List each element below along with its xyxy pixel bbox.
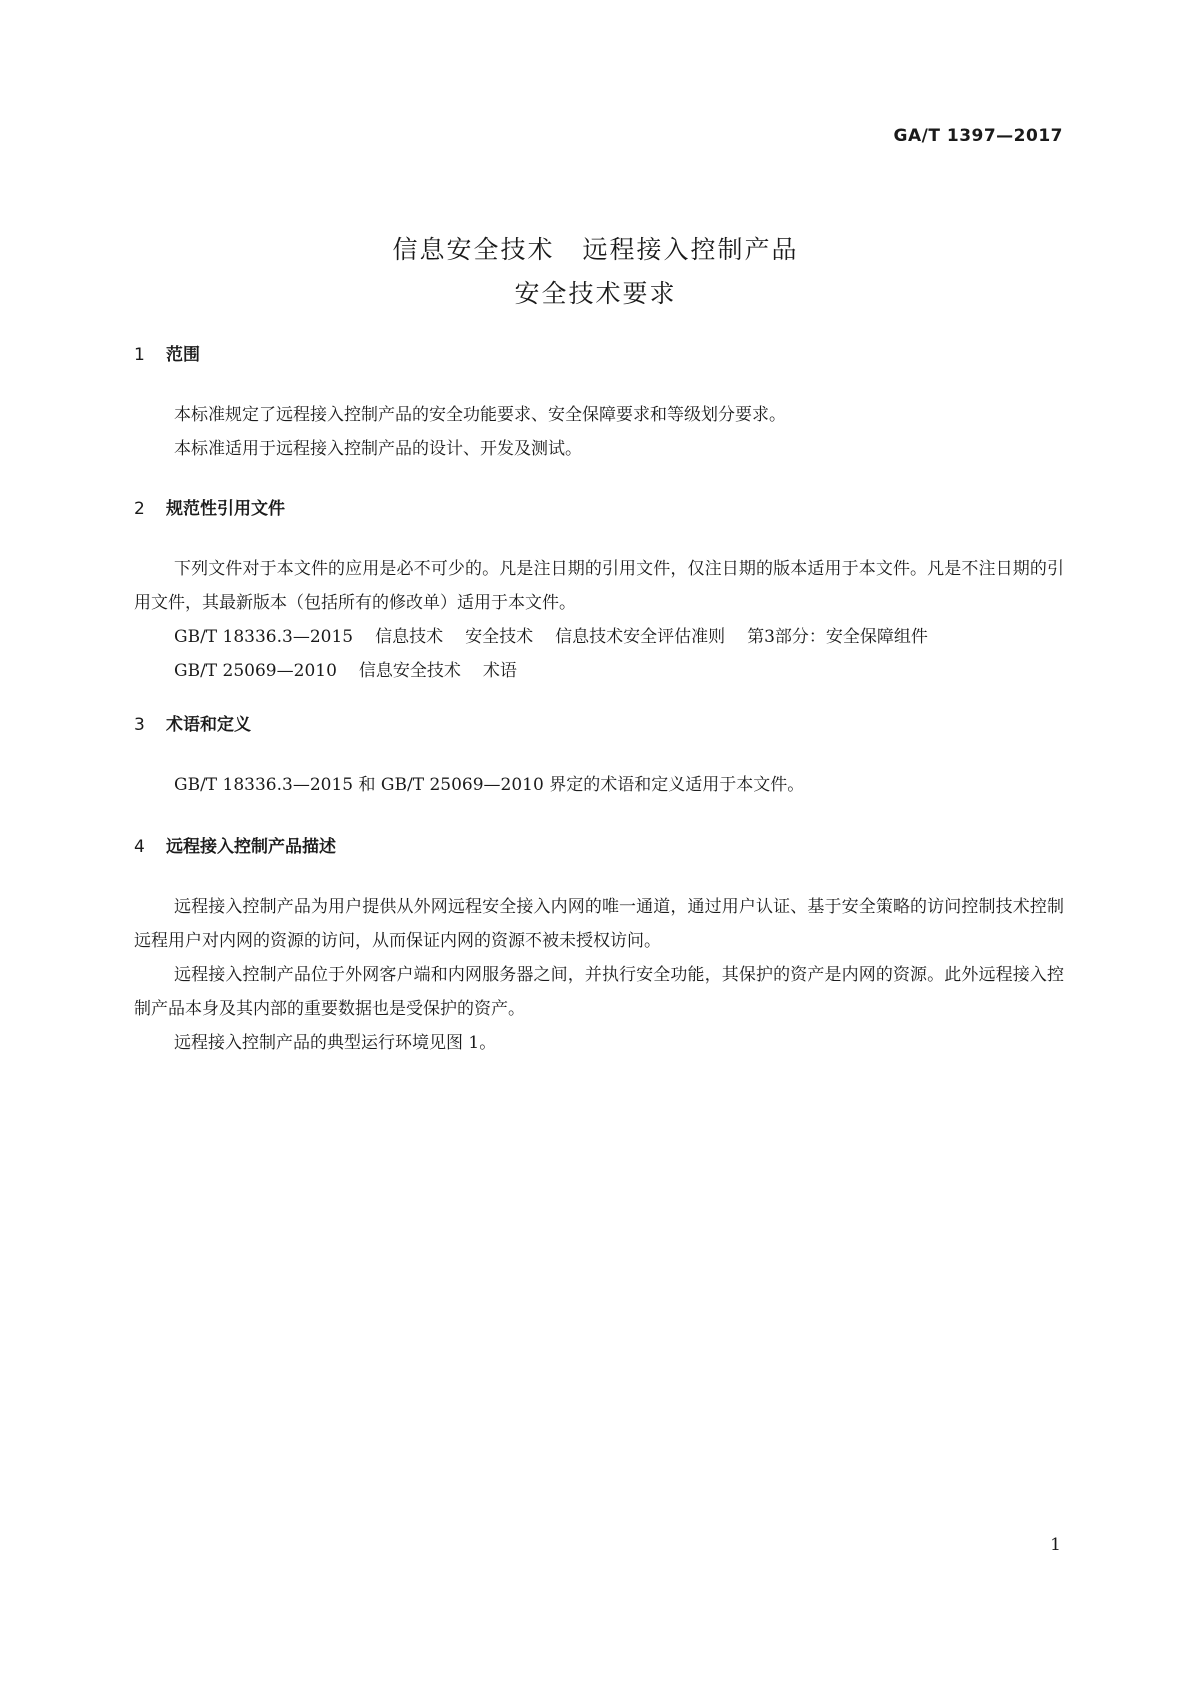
- paragraph: GB/T 18336.3—2015 和 GB/T 25069—2010 界定的术语和定义适用于本文件。: [174, 775, 805, 795]
- page-number: 1: [1050, 1535, 1061, 1555]
- reference-part: 安全技术: [465, 627, 534, 647]
- reference-item: [134, 620, 1064, 654]
- section-heading: [134, 832, 1064, 862]
- title-line-1-part-2: 远程接入控制产品: [582, 235, 799, 264]
- reference-part: 第3部分：安全保障组件: [747, 627, 928, 647]
- section-normative-references: [134, 494, 1064, 688]
- reference-part: 信息技术安全评估准则: [555, 627, 726, 647]
- reference-item: [134, 654, 1064, 688]
- paragraph: 远程接入控制产品为用户提供从外网远程安全接入内网的唯一通道，通过用户认证、基于安全策略的访问控制技术控制远程用户对内网的资源的访问，从而保证内网的资源不被未授权访问。: [134, 897, 1064, 951]
- paragraph: 远程接入控制产品位于外网客户端和内网服务器之间，并执行安全功能，其保护的资产是内网的资源。此外远程接入控制产品本身及其内部的重要数据也是受保护的资产。: [134, 965, 1064, 1019]
- section-heading: [134, 494, 1064, 524]
- reference-code: GB/T 25069—2010: [174, 661, 337, 681]
- reference-code: GB/T 18336.3—2015: [174, 627, 354, 647]
- section-number: 3: [134, 715, 145, 735]
- section-terms-definitions: [134, 710, 1064, 802]
- paragraph: 远程接入控制产品的典型运行环境见图 1。: [174, 1033, 497, 1053]
- section-number: 2: [134, 499, 145, 519]
- section-title: 规范性引用文件: [166, 499, 285, 519]
- section-number: 1: [134, 345, 145, 365]
- reference-part: 术语: [482, 661, 517, 681]
- reference-part: 信息安全技术: [358, 661, 461, 681]
- paragraph: 下列文件对于本文件的应用是必不可少的。凡是注日期的引用文件，仅注日期的版本适用于本文件。凡是不注日期的引用文件，其最新版本（包括所有的修改单）适用于本文件。: [134, 559, 1064, 613]
- paragraph: 本标准适用于远程接入控制产品的设计、开发及测试。: [174, 439, 582, 459]
- document-title: [0, 228, 1191, 316]
- section-title: 范围: [166, 345, 200, 365]
- standard-code: GA/T 1397—2017: [893, 126, 1063, 146]
- section-scope: [134, 340, 1064, 466]
- paragraph: 本标准规定了远程接入控制产品的安全功能要求、安全保障要求和等级划分要求。: [174, 405, 786, 425]
- section-title: 术语和定义: [166, 715, 251, 735]
- title-line-1-part-1: 信息安全技术: [392, 235, 555, 264]
- section-heading: [134, 340, 1064, 370]
- reference-part: 信息技术: [375, 627, 444, 647]
- title-line-1: [0, 228, 1191, 272]
- title-line-2: 安全技术要求: [514, 279, 677, 308]
- section-title: 远程接入控制产品描述: [166, 837, 336, 857]
- section-product-description: [134, 832, 1064, 1060]
- section-heading: [134, 710, 1064, 740]
- section-number: 4: [134, 837, 145, 857]
